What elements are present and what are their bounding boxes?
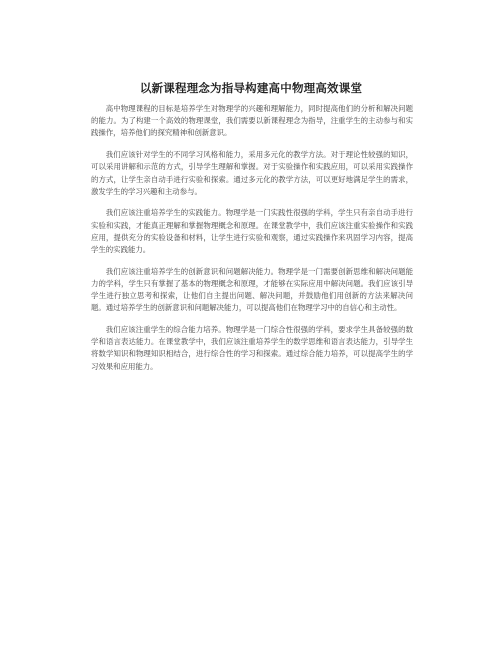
document-title: 以新课程理念为指导构建高中物理高效课堂: [139, 81, 363, 95]
paragraph-5: 我们应该注重学生的综合能力培养。物理学是一门综合性很强的学科，要求学生具备较强的数学和语言表达能力。在课堂教学中，我们应该注重培养学生的数学思维和语言表达能力，引导学生将数学知识和物理知识相结合，进行综合性的学习和探索。通过综合能力培养，可以提高学生的学习效果和应用能力。: [91, 325, 413, 371]
paragraph-4: 我们应该注重培养学生的创新意识和问题解决能力。物理学是一门需要创新思维和解决问题能力的学科，学生只有掌握了基本的物理概念和原理，才能够在实际应用中解决问题。我们应该引导学生进行独立思考和探索，让他们自主提出问题、解决问题，并鼓励他们用创新的方法来解决问题。通过培养学生的创新意识和问题解决能力，可以提高他们在物理学习中的自信心和主动性。: [91, 266, 413, 313]
paragraph-3: 我们应该注重培养学生的实践能力。物理学是一门实践性很强的学科，学生只有亲自动手进行实验和实践，才能真正理解和掌握物理概念和原理。在课堂教学中，我们应该注重实验操作和实践应用，提供充分的实验设备和材料，让学生进行实验和观察，通过实践操作来巩固学习内容，提高学生的实践能力。: [91, 208, 413, 255]
paragraph-1: 高中物理课程的目标是培养学生对物理学的兴趣和理解能力，同时提高他们的分析和解决问题的能力。为了构建一个高效的物理课堂，我们需要以新课程理念为指导，注重学生的主动参与和实践操作，培养他们的探究精神和创新意识。: [91, 104, 413, 138]
document-body: [91, 103, 413, 382]
paragraph-2: 我们应该针对学生的不同学习风格和能力，采用多元化的教学方法。对于理论性较强的知识，可以采用讲解和示范的方式，引导学生理解和掌握。对于实验操作和实践应用，可以采用实践操作的方式，让学生亲自动手进行实验和探索。通过多元化的教学方法，可以更好地满足学生的需求，激发学生的学习兴趣和主动参与。: [91, 150, 413, 196]
